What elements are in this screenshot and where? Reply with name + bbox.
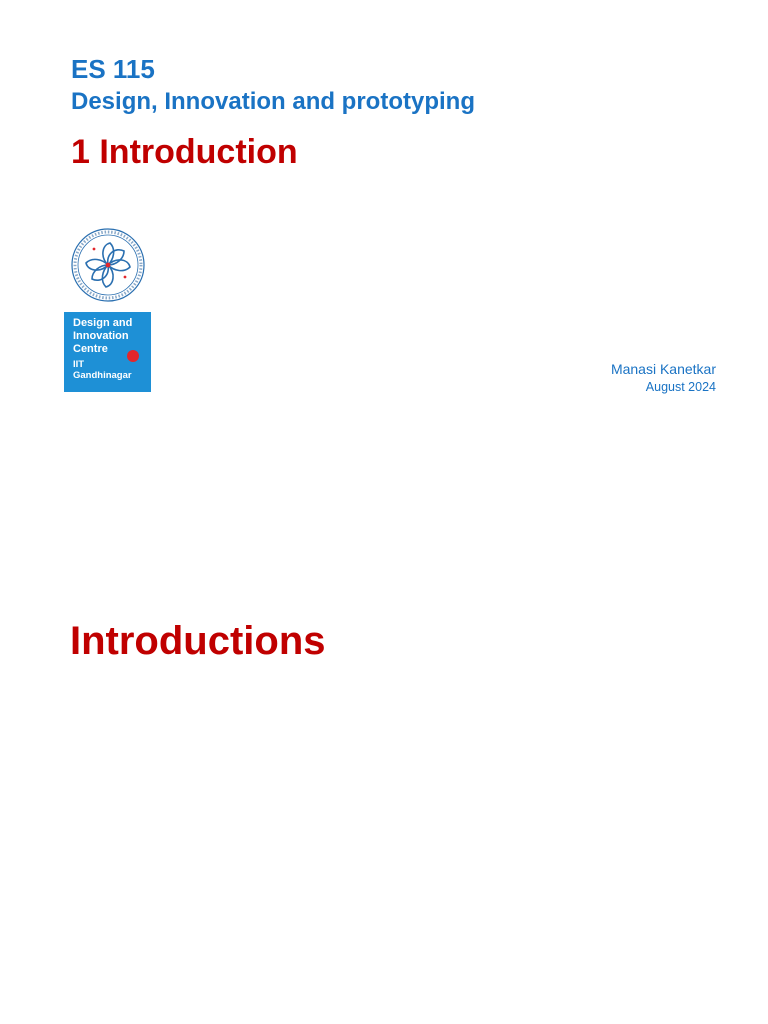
design-innovation-centre-logo [64, 312, 151, 392]
author-name: Manasi Kanetkar [610, 361, 716, 377]
lecture-title: 1 Introduction [71, 133, 298, 171]
course-code: ES 115 [71, 54, 155, 84]
presentation-date: August 2024 [645, 380, 716, 394]
dic-logo-dot-icon [127, 350, 139, 362]
dic-logo-line: Centre [73, 343, 108, 355]
dic-logo-line: Innovation [73, 330, 129, 342]
iit-gandhinagar-seal-icon [70, 227, 146, 303]
section-heading: Introductions [70, 619, 326, 663]
dic-logo-line: Gandhinagar [73, 370, 132, 381]
dic-logo-line: IIT [73, 359, 85, 370]
course-name: Design, Innovation and prototyping [71, 88, 475, 115]
dic-logo-line: Design and [73, 317, 133, 329]
